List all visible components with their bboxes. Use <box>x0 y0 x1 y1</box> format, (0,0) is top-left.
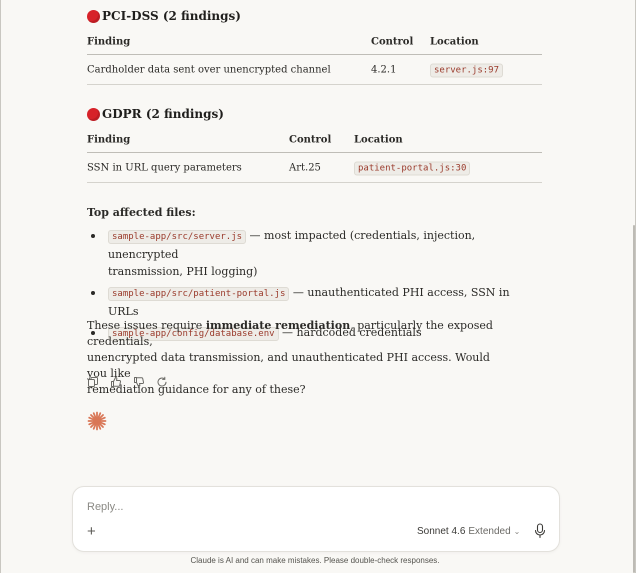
summary-bold: immediate remediation <box>205 319 351 332</box>
header-finding: Finding <box>87 36 131 48</box>
add-attachment-button[interactable]: + <box>87 523 96 540</box>
bullet <box>91 234 95 238</box>
file-description: — hardcoded credentials <box>278 326 422 339</box>
gdpr-heading <box>87 107 224 121</box>
gdpr-heading-text: GDPR (2 findings) <box>102 107 224 121</box>
header-location: Location <box>354 134 403 146</box>
window-left-border <box>0 0 1 573</box>
pci-dss-heading <box>87 9 241 23</box>
finding-cell: SSN in URL query parameters <box>87 162 242 173</box>
summary-text-3: unencrypted data transmission, and unauthenticated PHI access. Would you like <box>87 351 490 380</box>
reply-input[interactable] <box>85 497 549 517</box>
copy-icon[interactable] <box>87 376 99 388</box>
file-path-code: sample-app/config/database.env <box>108 327 279 341</box>
file-path-code: sample-app/src/patient-portal.js <box>108 287 289 301</box>
table-header-row <box>87 30 542 55</box>
scrollbar[interactable] <box>633 225 635 573</box>
location-cell <box>354 162 470 173</box>
table-row <box>87 153 542 183</box>
disclaimer-text: Claude is AI and can make mistakes. Please double-check responses. <box>190 556 440 565</box>
header-control: Control <box>371 36 414 48</box>
header-finding: Finding <box>87 134 131 146</box>
finding-cell: Cardholder data sent over unencrypted channel <box>87 64 331 75</box>
microphone-icon[interactable] <box>533 523 547 539</box>
reply-composer <box>72 486 560 552</box>
summary-text-2: , particularly the exposed credentials, <box>87 319 493 348</box>
chevron-down-icon: ⌄ <box>513 527 521 536</box>
control-cell: Art.25 <box>289 162 321 173</box>
pci-dss-heading-text: PCI-DSS (2 findings) <box>102 9 241 23</box>
file-description: — most impacted (credentials, injection, unencrypted <box>108 229 476 261</box>
thumbs-down-icon[interactable] <box>133 376 145 388</box>
table-header-row <box>87 128 542 153</box>
top-affected-files-heading: Top affected files: <box>87 206 196 219</box>
thumbs-up-icon[interactable] <box>110 376 122 388</box>
control-cell: 4.2.1 <box>371 64 397 75</box>
claude-logo-icon <box>87 411 107 431</box>
summary-text-4: remediation guidance for any of these? <box>87 383 306 396</box>
file-description-cont: transmission, PHI logging) <box>108 265 258 278</box>
model-mode: Extended <box>468 526 511 537</box>
pci-dss-table <box>87 30 542 85</box>
retry-icon[interactable] <box>156 376 168 388</box>
model-selector[interactable] <box>417 526 520 537</box>
red-circle-icon <box>87 10 100 23</box>
header-control: Control <box>289 134 332 146</box>
header-location: Location <box>430 36 479 48</box>
file-path-code: sample-app/src/server.js <box>108 230 246 244</box>
location-cell <box>430 64 503 75</box>
summary-text-1: These issues require <box>87 319 206 332</box>
gdpr-table <box>87 128 542 183</box>
location-code: server.js:97 <box>430 63 503 77</box>
list-item <box>87 284 527 320</box>
table-row <box>87 55 542 85</box>
file-description: — unauthenticated PHI access, SSN in URLs <box>108 286 510 318</box>
red-circle-icon <box>87 108 100 121</box>
location-code: patient-portal.js:30 <box>354 161 470 175</box>
list-item <box>87 227 527 280</box>
bullet <box>91 291 95 295</box>
model-name: Sonnet 4.6 <box>417 526 466 537</box>
message-actions <box>87 376 168 388</box>
